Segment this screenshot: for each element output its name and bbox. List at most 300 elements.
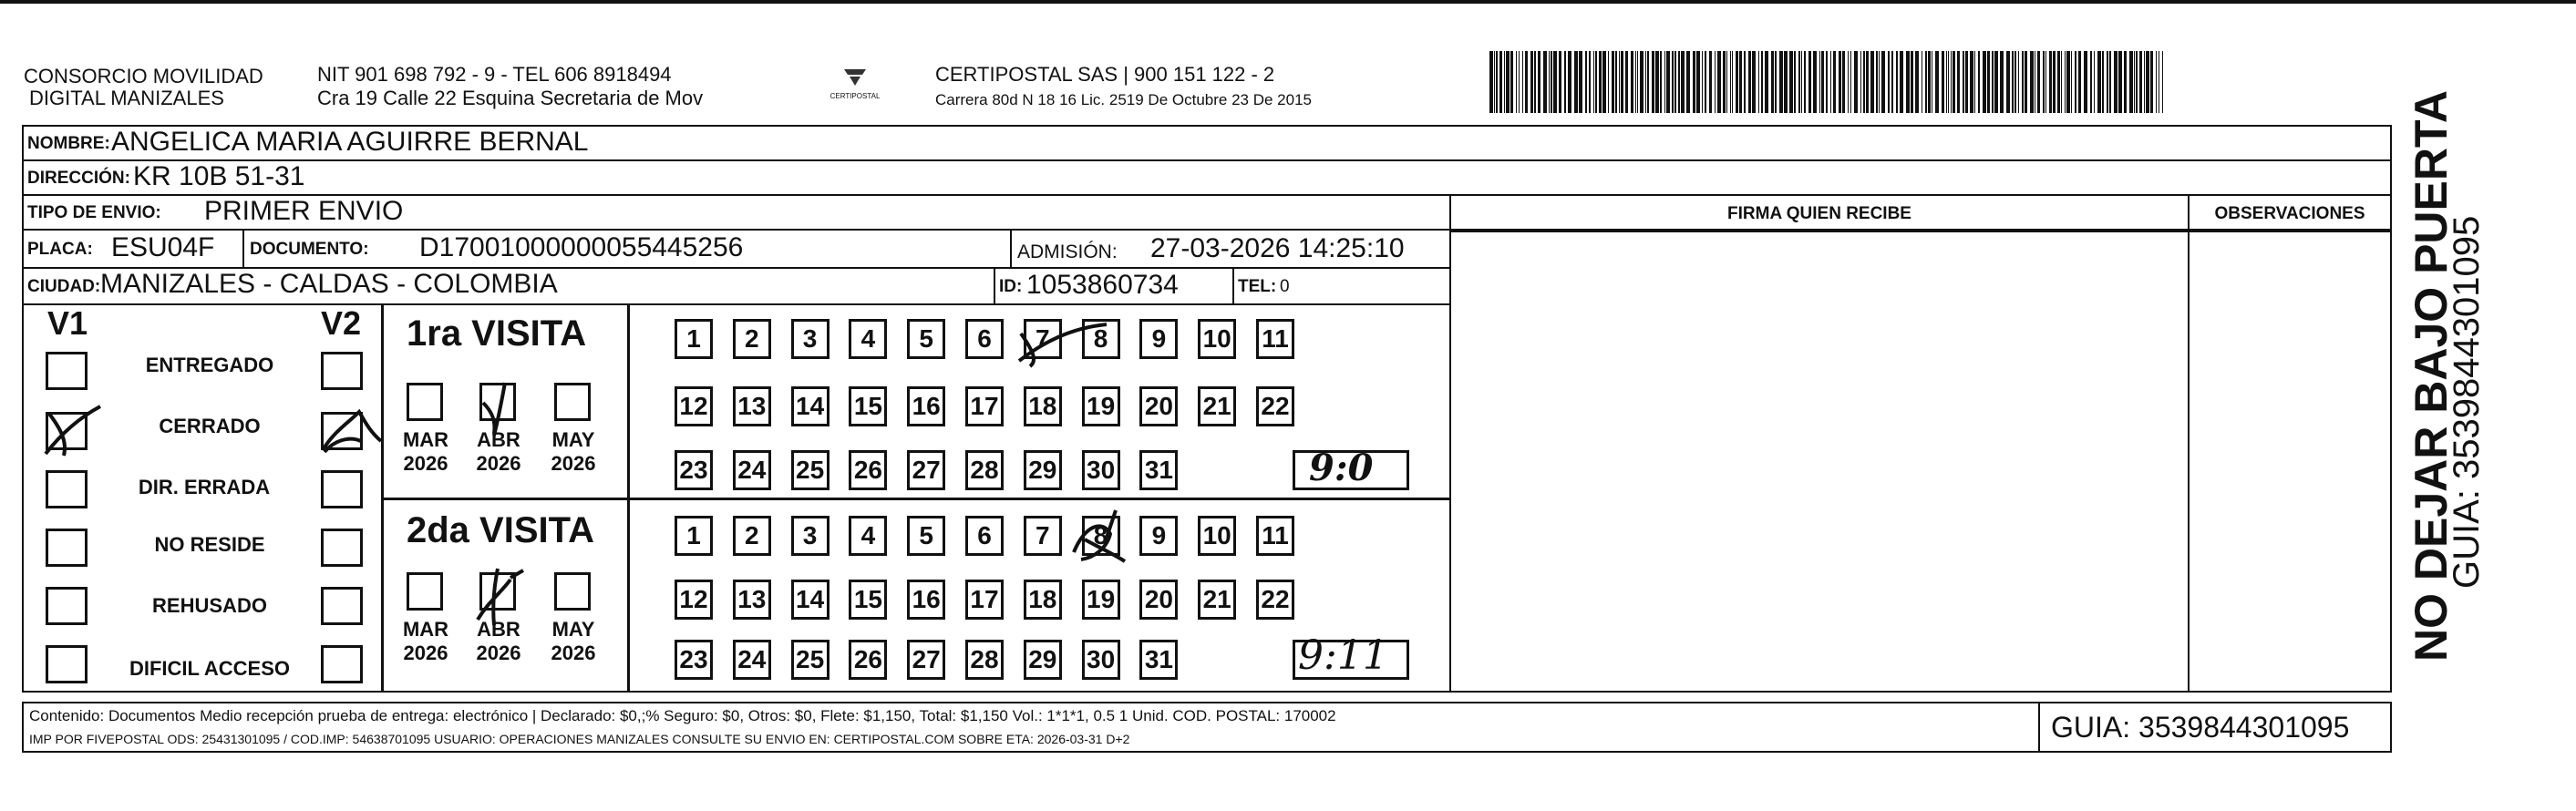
option-rehusado: REHUSADO [152,594,267,617]
first-visit-day-18[interactable]: 18 [1024,386,1062,426]
barcode-bar [2025,51,2027,113]
second-visit-day-26[interactable]: 26 [849,640,887,680]
barcode-bar [2012,51,2014,113]
barcode-bar [1771,51,1774,113]
barcode-bar [2014,51,2016,113]
barcode-bar [1730,51,1731,113]
barcode-bar [1640,51,1643,113]
second-visit-day-5[interactable]: 5 [907,516,945,556]
barcode-bar [1516,51,1517,113]
first-visit-day-25[interactable]: 25 [791,450,829,490]
second-visit-day-8[interactable]: 8 [1082,516,1120,556]
visit-divider [383,498,1449,500]
barcode-bar [1732,51,1733,113]
first-visit-day-7[interactable]: 7 [1024,319,1062,359]
second-visit-day-15[interactable]: 15 [849,580,887,620]
barcode-bar [1496,51,1498,113]
tel-value: 0 [1280,277,1290,296]
firma-label: FIRMA QUIEN RECIBE [1727,204,1911,223]
second-visit-month-may-label: MAY 2026 [551,618,596,664]
second-visit-day-7[interactable]: 7 [1024,516,1062,556]
logo-text: CERTIPOSTAL [829,92,881,100]
first-visit-day-27[interactable]: 27 [907,450,945,490]
barcode-bar [1752,51,1756,113]
barcode-bar [2061,51,2062,113]
barcode-bar [1652,51,1654,113]
option-dificil-acceso: DIFICIL ACCESO [129,657,290,680]
tel-divider [1232,269,1234,303]
second-visit-label: 2da VISITA [407,510,594,550]
barcode-bar [1489,51,1493,113]
direccion-row [22,159,2392,196]
barcode-bar [2156,51,2157,113]
barcode-bar [1702,51,1703,113]
first-visit-day-8[interactable]: 8 [1082,319,1120,359]
first-visit-day-12[interactable]: 12 [675,386,713,426]
barcode-bar [2071,51,2072,113]
barcode-bar [1850,51,1851,113]
second-visit-day-21[interactable]: 21 [1198,580,1236,620]
first-visit-day-20[interactable]: 20 [1139,386,1178,426]
barcode-bar [1758,51,1759,113]
barcode-bar [1942,51,1944,113]
barcode-bar [2102,51,2104,113]
v1-no-reside-checkbox[interactable] [46,529,88,567]
barcode-bar [1963,51,1964,113]
barcode-bar [1925,51,1927,113]
first-visit-day-16[interactable]: 16 [907,386,945,426]
second-visit-day-13[interactable]: 13 [733,580,771,620]
barcode-bar [1686,51,1690,113]
barcode-bar [1674,51,1676,113]
barcode-bar [1705,51,1706,113]
barcode-bar [1842,51,1845,113]
barcode-bar [1808,51,1811,113]
company-name-line1: CONSORCIO MOVILIDAD [24,65,263,87]
barcode-bar [2114,51,2117,113]
first-visit-day-10[interactable]: 10 [1198,319,1236,359]
second-visit-day-10[interactable]: 10 [1198,516,1236,556]
first-visit-day-28[interactable]: 28 [965,450,1004,490]
barcode-bar [1494,51,1495,113]
barcode [1489,51,2168,113]
barcode-bar [1839,51,1841,113]
admision-divider [1010,231,1012,267]
barcode-bar [1881,51,1885,113]
barcode-bar [2090,51,2092,113]
second-visit-day-31[interactable]: 31 [1139,640,1178,680]
barcode-bar [2124,51,2127,113]
barcode-bar [1595,51,1597,113]
admision-label: ADMISIÓN: [1017,241,1118,262]
second-visit-day-27[interactable]: 27 [907,640,945,680]
barcode-bar [2139,51,2142,113]
first-visit-day-11[interactable]: 11 [1256,319,1294,359]
observaciones-box[interactable] [2188,194,2392,693]
barcode-bar [1519,51,1520,113]
day-6-strike-icon [1015,315,1116,370]
second-visit-month-mar-label: MAR 2026 [402,618,449,664]
second-visit-day-11[interactable]: 11 [1256,516,1294,556]
barcode-bar [1612,51,1614,113]
barcode-bar [2094,51,2095,113]
barcode-bar [1915,51,1919,113]
barcode-bar [1821,51,1824,113]
certipostal-line2: Carrera 80d N 18 16 Lic. 2519 De Octubre 23 De 2015 [935,91,1312,108]
barcode-bar [1504,51,1505,113]
barcode-bar [2022,51,2024,113]
second-visit-day-1[interactable]: 1 [675,516,713,556]
barcode-bar [2109,51,2111,113]
first-visit-day-15[interactable]: 15 [849,386,887,426]
first-visit-time-handwritten: 9:0 [1309,447,1374,489]
second-visit-month-mar-checkbox[interactable] [407,572,443,611]
barcode-bar [2146,51,2149,113]
first-visit-day-13[interactable]: 13 [733,386,771,426]
barcode-bar [1891,51,1893,113]
barcode-bar [2118,51,2122,113]
barcode-bar [1978,51,1980,113]
barcode-bar [1804,51,1806,113]
barcode-bar [1574,51,1578,113]
barcode-bar [1510,51,1513,113]
barcode-bar [1553,51,1557,113]
first-visit-day-5[interactable]: 5 [907,319,945,359]
barcode-bar [1948,51,1949,113]
barcode-bar [1672,51,1674,113]
first-visit-label: 1ra VISITA [407,313,587,354]
first-visit-day-24[interactable]: 24 [733,450,771,490]
second-visit-day-12[interactable]: 12 [675,580,713,620]
barcode-bar [1748,51,1751,113]
address-line: Cra 19 Calle 22 Esquina Secretaria de Mov [317,87,704,109]
barcode-bar [2030,51,2034,113]
v1-dir-errada-checkbox[interactable] [46,470,88,508]
second-visit-day-14[interactable]: 14 [791,580,829,620]
barcode-bar [1854,51,1858,113]
first-visit-day-31[interactable]: 31 [1139,450,1178,490]
barcode-bar [2129,51,2133,113]
barcode-bar [1621,51,1623,113]
barcode-bar [2000,51,2004,113]
option-dir-errada: DIR. ERRADA [138,476,271,498]
second-visit-day-28[interactable]: 28 [965,640,1004,680]
footer-divider [2038,703,2040,751]
footer-imp: IMP POR FIVEPOSTAL ODS: 25431301095 / COD.IMP: 54638701095 USUARIO: OPERACIONES MANIZALES CONSULTE SU ENVIO EN: CERTIPOSTAL.COM SOBRE ETA: 2026-03-31 D+2 [29,732,1130,746]
barcode-bar [2144,51,2145,113]
barcode-bar [1794,51,1796,113]
first-visit-day-6[interactable]: 6 [965,319,1004,359]
barcode-bar [1798,51,1800,113]
barcode-bar [1678,51,1680,113]
second-visit-day-29[interactable]: 29 [1024,640,1062,680]
barcode-bar [1666,51,1670,113]
barcode-bar [1888,51,1890,113]
direccion-label: DIRECCIÓN: [27,169,130,188]
barcode-bar [1935,51,1939,113]
barcode-bar [1994,51,1998,113]
barcode-bar [2065,51,2066,113]
second-visit-day-16[interactable]: 16 [907,580,945,620]
barcode-bar [1974,51,1975,113]
abr-2-mark-icon [474,565,529,629]
first-visit-day-9[interactable]: 9 [1139,319,1178,359]
barcode-bar [2084,51,2087,113]
barcode-bar [1693,51,1695,113]
barcode-bar [2066,51,2070,113]
barcode-bar [1739,51,1742,113]
first-visit-day-29[interactable]: 29 [1024,450,1062,490]
first-visit-day-3[interactable]: 3 [791,319,829,359]
option-no-reside: NO RESIDE [154,533,265,556]
second-visit-day-9[interactable]: 9 [1139,516,1178,556]
barcode-bar [1637,51,1638,113]
v2-rehusado-checkbox[interactable] [321,587,363,625]
option-entregado: ENTREGADO [145,354,274,376]
barcode-bar [2053,51,2056,113]
first-visit-month-may-checkbox[interactable] [554,383,591,421]
barcode-bar [1879,51,1880,113]
v2-dificil-acceso-checkbox[interactable] [321,645,363,683]
barcode-bar [1928,51,1931,113]
barcode-bar [1906,51,1910,113]
tipo-value: PRIMER ENVIO [204,196,404,226]
barcode-bar [2018,51,2019,113]
barcode-bar [1645,51,1646,113]
v2-no-reside-checkbox[interactable] [321,529,363,567]
barcode-bar [1549,51,1550,113]
v2-cerrado-check-icon [315,405,385,459]
first-visit-day-17[interactable]: 17 [965,386,1004,426]
barcode-bar [1911,51,1913,113]
barcode-bar [1992,51,1994,113]
second-visit-day-6[interactable]: 6 [965,516,1004,556]
barcode-bar [1953,51,1955,113]
barcode-bar [1631,51,1633,113]
first-visit-day-14[interactable]: 14 [791,386,829,426]
id-label: ID: [999,277,1023,296]
id-value: 1053860734 [1026,270,1179,300]
barcode-bar [1530,51,1533,113]
second-visit-time-handwritten: 9:11 [1298,632,1388,679]
admision-value: 27-03-2026 14:25:10 [1150,233,1405,263]
firma-box[interactable] [1449,194,2190,693]
v1-label: V1 [47,304,88,342]
barcode-bar [1715,51,1716,113]
v1-dificil-acceso-checkbox[interactable] [46,645,88,683]
first-visit-day-4[interactable]: 4 [849,319,887,359]
barcode-bar [1970,51,1973,113]
barcode-bar [1559,51,1561,113]
second-visit-day-25[interactable]: 25 [791,640,829,680]
barcode-bar [2075,51,2076,113]
second-visit-day-3[interactable]: 3 [791,516,829,556]
barcode-bar [2162,51,2163,113]
barcode-bar [2057,51,2060,113]
v1-entregado-checkbox[interactable] [46,352,88,390]
barcode-bar [1593,51,1594,113]
v2-dir-errada-checkbox[interactable] [321,470,363,508]
barcode-bar [2097,51,2101,113]
direccion-value: KR 10B 51-31 [133,161,305,191]
barcode-bar [1664,51,1665,113]
first-visit-month-mar-label: MAR 2026 [402,428,449,475]
barcode-bar [1660,51,1662,113]
abr-mark-icon [474,375,520,439]
first-visit-day-2[interactable]: 2 [733,319,771,359]
documento-label: DOCUMENTO: [250,240,369,259]
barcode-bar [1784,51,1788,113]
ciudad-value: MANIZALES - CALDAS - COLOMBIA [100,269,558,299]
barcode-bar [1736,51,1738,113]
v2-label: V2 [321,304,362,342]
barcode-bar [1896,51,1898,113]
footer-guia: GUIA: 3539844301095 [2051,711,2350,744]
nit-line: NIT 901 698 792 - 9 - TEL 606 8918494 [317,63,672,86]
second-visit-day-19[interactable]: 19 [1082,580,1120,620]
barcode-bar [1830,51,1831,113]
barcode-bar [2043,51,2045,113]
second-visit-month-may-checkbox[interactable] [554,572,591,611]
barcode-bar [1525,51,1528,113]
barcode-bar [1863,51,1865,113]
barcode-bar [1543,51,1547,113]
barcode-bar [1551,51,1552,113]
first-visit-day-23[interactable]: 23 [675,450,713,490]
barcode-bar [1608,51,1609,113]
barcode-bar [1826,51,1828,113]
barcode-bar [1983,51,1986,113]
barcode-bar [1801,51,1802,113]
barcode-bar [1568,51,1571,113]
day-7-mark-icon [1066,507,1130,565]
barcode-bar [1765,51,1768,113]
second-visit-day-2[interactable]: 2 [733,516,771,556]
second-visit-day-22[interactable]: 22 [1256,580,1294,620]
footer-contenido: Contenido: Documentos Medio recepción prueba de entrega: electrónico | Declarado: $0,;% Seguro: $0, Otros: $0, Flete: $1,150, Total: $1,150 Vol.: 1*1*1, 0.5 1 Unid. COD. POSTAL: 170002 [29,707,1336,724]
barcode-bar [2134,51,2135,113]
second-visit-day-20[interactable]: 20 [1139,580,1178,620]
barcode-bar [2006,51,2010,113]
second-visit-month-abr-label: ABR 2026 [476,618,521,664]
second-visit-day-30[interactable]: 30 [1082,640,1120,680]
barcode-bar [1681,51,1685,113]
barcode-bar [1619,51,1620,113]
barcode-bar [1860,51,1861,113]
barcode-bar [1946,51,1947,113]
tel-label: TEL: [1238,277,1277,296]
placa-divider [242,231,244,267]
barcode-bar [2037,51,2040,113]
barcode-bar [1522,51,1523,113]
nombre-value: ANGELICA MARIA AGUIRRE BERNAL [111,127,589,157]
second-visit-day-18[interactable]: 18 [1024,580,1062,620]
no-dejar-bajo-puerta: NO DEJAR BAJO PUERTA [2406,90,2457,662]
barcode-bar [1866,51,1869,113]
barcode-bar [2049,51,2052,113]
barcode-bar [1635,51,1636,113]
firma-header-line [1449,231,2392,232]
barcode-bar [1717,51,1721,113]
barcode-bar [1819,51,1820,113]
barcode-bar [1602,51,1606,113]
first-visit-day-21[interactable]: 21 [1198,386,1236,426]
barcode-bar [2107,51,2108,113]
first-visit-month-may-label: MAY 2026 [551,428,596,475]
barcode-bar [1848,51,1849,113]
observaciones-label: OBSERVACIONES [2214,204,2365,223]
second-visit-day-23[interactable]: 23 [675,640,713,680]
first-visit-day-22[interactable]: 22 [1256,386,1294,426]
first-visit-day-1[interactable]: 1 [675,319,713,359]
barcode-bar [1870,51,1874,113]
barcode-bar [1779,51,1783,113]
side-guia: GUIA: 3539844301095 [2447,215,2487,589]
barcode-bar [1987,51,1990,113]
barcode-bar [1775,51,1777,113]
first-visit-month-abr-label: ABR 2026 [476,428,521,475]
id-divider [994,269,995,303]
certipostal-line1: CERTIPOSTAL SAS | 900 151 122 - 2 [935,63,1275,86]
barcode-bar [2078,51,2081,113]
barcode-bar [1599,51,1602,113]
barcode-bar [1723,51,1726,113]
barcode-bar [1564,51,1566,113]
barcode-bar [1625,51,1628,113]
barcode-bar [1579,51,1582,113]
barcode-bar [1726,51,1727,113]
v1-rehusado-checkbox[interactable] [46,587,88,625]
barcode-bar [1876,51,1878,113]
scan-edge-line [0,0,2576,4]
barcode-bar [2150,51,2153,113]
barcode-bar [1499,51,1502,113]
barcode-bar [1900,51,1903,113]
barcode-bar [2045,51,2046,113]
barcode-bar [1951,51,1952,113]
barcode-bar [1506,51,1510,113]
barcode-bar [1534,51,1536,113]
barcode-bar [1709,51,1712,113]
first-visit-day-19[interactable]: 19 [1082,386,1120,426]
barcode-bar [1789,51,1793,113]
ciudad-label: CIUDAD: [27,277,101,296]
second-visit-day-24[interactable]: 24 [733,640,771,680]
first-visit-day-30[interactable]: 30 [1082,450,1120,490]
barcode-bar [1965,51,1968,113]
barcode-bar [1538,51,1540,113]
second-visit-day-17[interactable]: 17 [965,580,1004,620]
barcode-bar [1957,51,1960,113]
barcode-bar [1647,51,1649,113]
tipo-label: TIPO DE ENVIO: [27,203,161,222]
placa-label: PLACA: [27,240,93,259]
barcode-bar [1744,51,1746,113]
barcode-bar [2136,51,2138,113]
barcode-bar [1585,51,1587,113]
barcode-bar [1615,51,1617,113]
nombre-label: NOMBRE: [27,134,110,153]
company-name-line2: DIGITAL MANIZALES [29,87,224,109]
documento-value: D17001000000055445256 [419,232,744,262]
barcode-bar [1589,51,1591,113]
second-visit-day-4[interactable]: 4 [849,516,887,556]
v2-entregado-checkbox[interactable] [321,352,363,390]
first-visit-day-26[interactable]: 26 [849,450,887,490]
v1-cerrado-check-icon [40,401,104,459]
first-visit-month-mar-checkbox[interactable] [407,383,443,421]
placa-value: ESU04F [111,232,215,262]
